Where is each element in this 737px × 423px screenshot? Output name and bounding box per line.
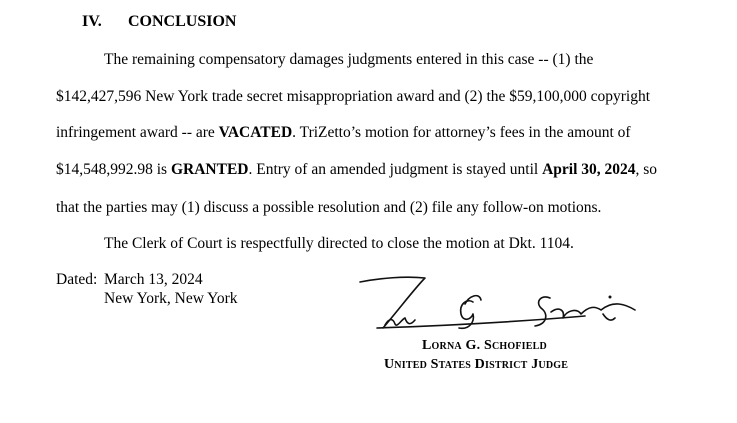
text-run: infringement award -- are — [56, 124, 219, 141]
handwritten-signature — [355, 270, 655, 345]
judge-title: United States District Judge — [384, 357, 569, 372]
text-run: $14,548,992.98 is — [56, 161, 171, 178]
paragraph-1-line-5: that the parties may (1) discuss a possible resolution and (2) file any follow-on motions. — [56, 199, 602, 216]
text-run: . Entry of an amended judgment is stayed until — [248, 161, 543, 178]
paragraph-1-line-1: The remaining compensatory damages judgments entered in this case -- (1) the — [104, 51, 594, 68]
dated-label: Dated: — [56, 271, 98, 288]
paragraph-1-line-3 — [56, 123, 631, 143]
paragraph-2: The Clerk of Court is respectfully directed to close the motion at Dkt. 1104. — [104, 235, 574, 252]
dated-date: March 13, 2024 — [104, 271, 203, 288]
paragraph-1-line-2: $142,427,596 New York trade secret misappropriation award and (2) the $59,100,000 copyright — [56, 88, 651, 105]
paragraph-1-line-4 — [56, 160, 657, 180]
text-run: . TriZetto’s motion for attorney’s fees in the amount of — [292, 124, 631, 141]
signature-dot — [609, 296, 612, 299]
granted-emphasis: GRANTED — [170, 161, 249, 178]
stay-date-emphasis: April 30, 2024 — [542, 161, 636, 178]
judge-name: Lorna G. Schofield — [422, 338, 547, 353]
section-number: IV. — [82, 13, 102, 30]
text-run: , so — [635, 161, 658, 178]
dated-place: New York, New York — [104, 290, 238, 307]
vacated-emphasis: VACATED — [218, 124, 293, 141]
section-title: CONCLUSION — [128, 13, 237, 30]
